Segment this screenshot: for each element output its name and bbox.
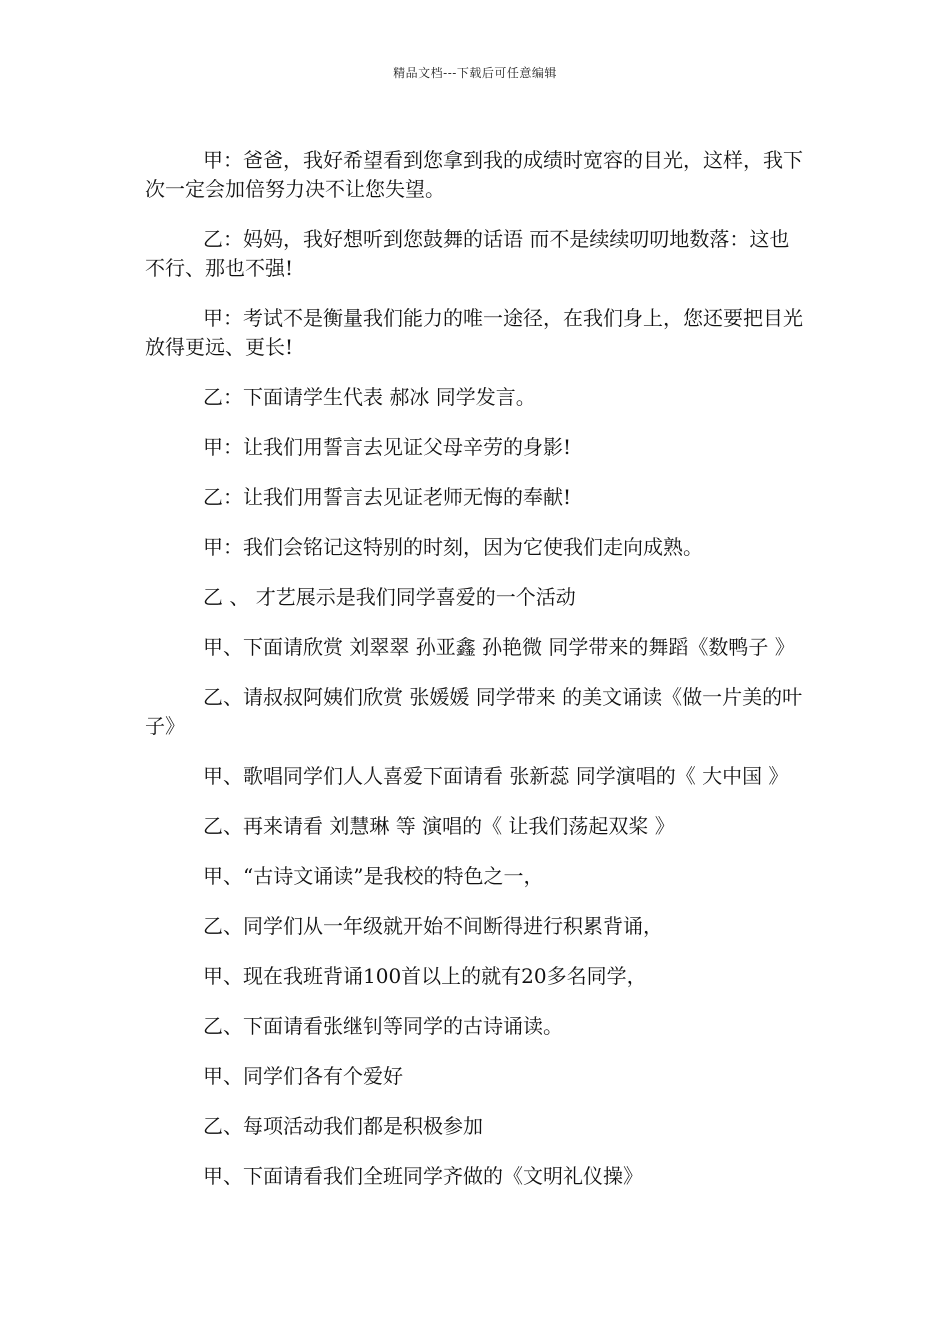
paragraph: 甲：我们会铭记这特别的时刻，因为它使我们走向成熟。 xyxy=(203,535,703,559)
paragraph: 乙：下面请学生代表 郝冰 同学发言。 xyxy=(203,385,536,409)
paragraph: 乙、请叔叔阿姨们欣赏 张媛媛 同学带来 的美文诵读《做一片美的叶子》 xyxy=(145,685,803,738)
paragraph: 甲、同学们各有个爱好 xyxy=(203,1064,403,1088)
paragraph: 乙、同学们从一年级就开始不间断得进行积累背诵， xyxy=(203,914,663,938)
paragraph: 甲、下面请看我们全班同学齐做的《文明礼仪操》 xyxy=(203,1164,643,1188)
paragraph: 甲：爸爸，我好希望看到您拿到我的成绩时宽容的目光，这样，我下次一定会加倍努力决不让您失望。 xyxy=(145,148,803,201)
paragraph: 甲、下面请欣赏 刘翠翠 孙亚鑫 孙艳微 同学带来的舞蹈《数鸭子 》 xyxy=(203,635,795,659)
paragraph: 甲：让我们用誓言去见证父母辛劳的身影! xyxy=(203,435,572,459)
paragraph: 甲、“古诗文诵读”是我校的特色之一， xyxy=(203,864,544,888)
paragraph: 乙、下面请看张继钊等同学的古诗诵读。 xyxy=(203,1014,563,1038)
document-body xyxy=(145,146,807,1212)
paragraph: 甲、歌唱同学们人人喜爱下面请看 张新蕊 同学演唱的《 大中国 》 xyxy=(203,764,789,788)
paragraph: 乙：妈妈，我好想听到您鼓舞的话语 而不是续续叨叨地数落：这也不行、那也不强! xyxy=(145,227,790,280)
paragraph: 甲：考试不是衡量我们能力的唯一途径，在我们身上，您还要把目光放得更远、更长! xyxy=(145,306,803,359)
page-header: 精品文档---下载后可任意编辑 xyxy=(393,66,557,80)
paragraph: 乙、再来请看 刘慧琳 等 演唱的《 让我们荡起双桨 》 xyxy=(203,814,675,838)
paragraph: 乙：让我们用誓言去见证老师无悔的奉献! xyxy=(203,485,572,509)
paragraph: 甲、现在我班背诵100首以上的就有20多名同学， xyxy=(203,964,647,988)
paragraph: 乙 、 才艺展示是我们同学喜爱的一个活动 xyxy=(203,585,576,609)
paragraph: 乙、每项活动我们都是积极参加 xyxy=(203,1114,483,1138)
